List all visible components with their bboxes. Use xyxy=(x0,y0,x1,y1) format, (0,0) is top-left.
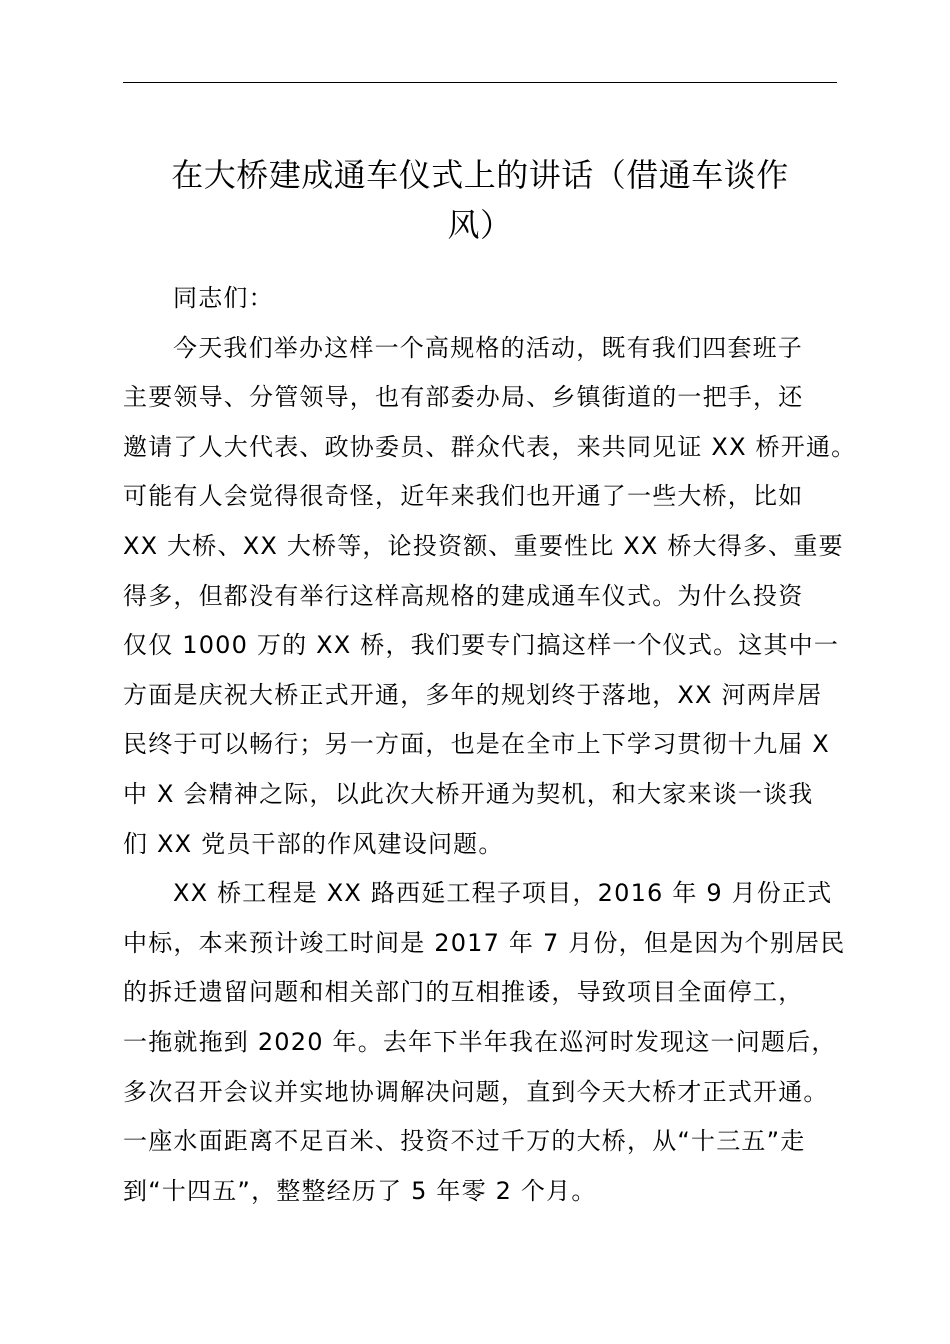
document-body xyxy=(123,274,857,1216)
paragraph-1 xyxy=(123,324,857,870)
title-line: 在大桥建成通车仪式上的讲话（借通车谈作 xyxy=(171,156,789,194)
paragraph-line: 中 X 会精神之际，以此次大桥开通为契机，和大家来谈一谈我 xyxy=(123,779,814,808)
paragraph-line: 方面是庆祝大桥正式开通，多年的规划终于落地，XX 河两岸居 xyxy=(123,680,823,709)
paragraph-line: 邀请了人大代表、政协委员、群众代表，来共同见证 XX 桥开通。 xyxy=(123,432,857,461)
paragraph-line: 可能有人会觉得很奇怪，近年来我们也开通了一些大桥，比如 xyxy=(123,482,804,511)
paragraph-line: 一拖就拖到 2020 年。去年下半年我在巡河时发现这一问题后， xyxy=(123,1027,837,1056)
paragraph-line: 仅仅 1000 万的 XX 桥，我们要专门搞这样一个仪式。这其中一 xyxy=(123,631,840,660)
paragraph-line: 今天我们举办这样一个高规格的活动，既有我们四套班子 xyxy=(173,333,803,362)
paragraph-line: 得多，但都没有举行这样高规格的建成通车仪式。为什么投资 xyxy=(123,581,804,610)
salutation xyxy=(123,274,837,324)
title-line: 风） xyxy=(447,206,513,244)
paragraph-line: XX 桥工程是 XX 路西延工程子项目，2016 年 9 月份正式 xyxy=(173,879,833,908)
document-title xyxy=(123,150,837,250)
paragraph-line: 主要领导、分管领导，也有部委办局、乡镇街道的一把手，还 xyxy=(123,383,804,412)
paragraph-line: 中标，本来预计竣工时间是 2017 年 7 月份，但是因为个别居民 xyxy=(123,928,846,957)
paragraph-line: 到“十四五”，整整经历了 5 年零 2 个月。 xyxy=(123,1176,597,1205)
salutation-text: 同志们： xyxy=(173,284,274,312)
paragraph-line: 们 XX 党员干部的作风建设问题。 xyxy=(123,829,504,858)
paragraph-line: 民终于可以畅行；另一方面，也是在全市上下学习贯彻十九届 X xyxy=(123,730,830,759)
paragraph-2 xyxy=(123,869,846,1216)
header-rule xyxy=(123,82,837,83)
paragraph-line: XX 大桥、XX 大桥等，论投资额、重要性比 XX 桥大得多、重要 xyxy=(123,531,844,560)
paragraph-line: 的拆迁遗留问题和相关部门的互相推诿，导致项目全面停工， xyxy=(123,978,804,1007)
paragraph-line: 一座水面距离不足百米、投资不过千万的大桥，从“十三五”走 xyxy=(123,1127,806,1156)
paragraph-line: 多次召开会议并实地协调解决问题，直到今天大桥才正式开通。 xyxy=(123,1077,829,1106)
